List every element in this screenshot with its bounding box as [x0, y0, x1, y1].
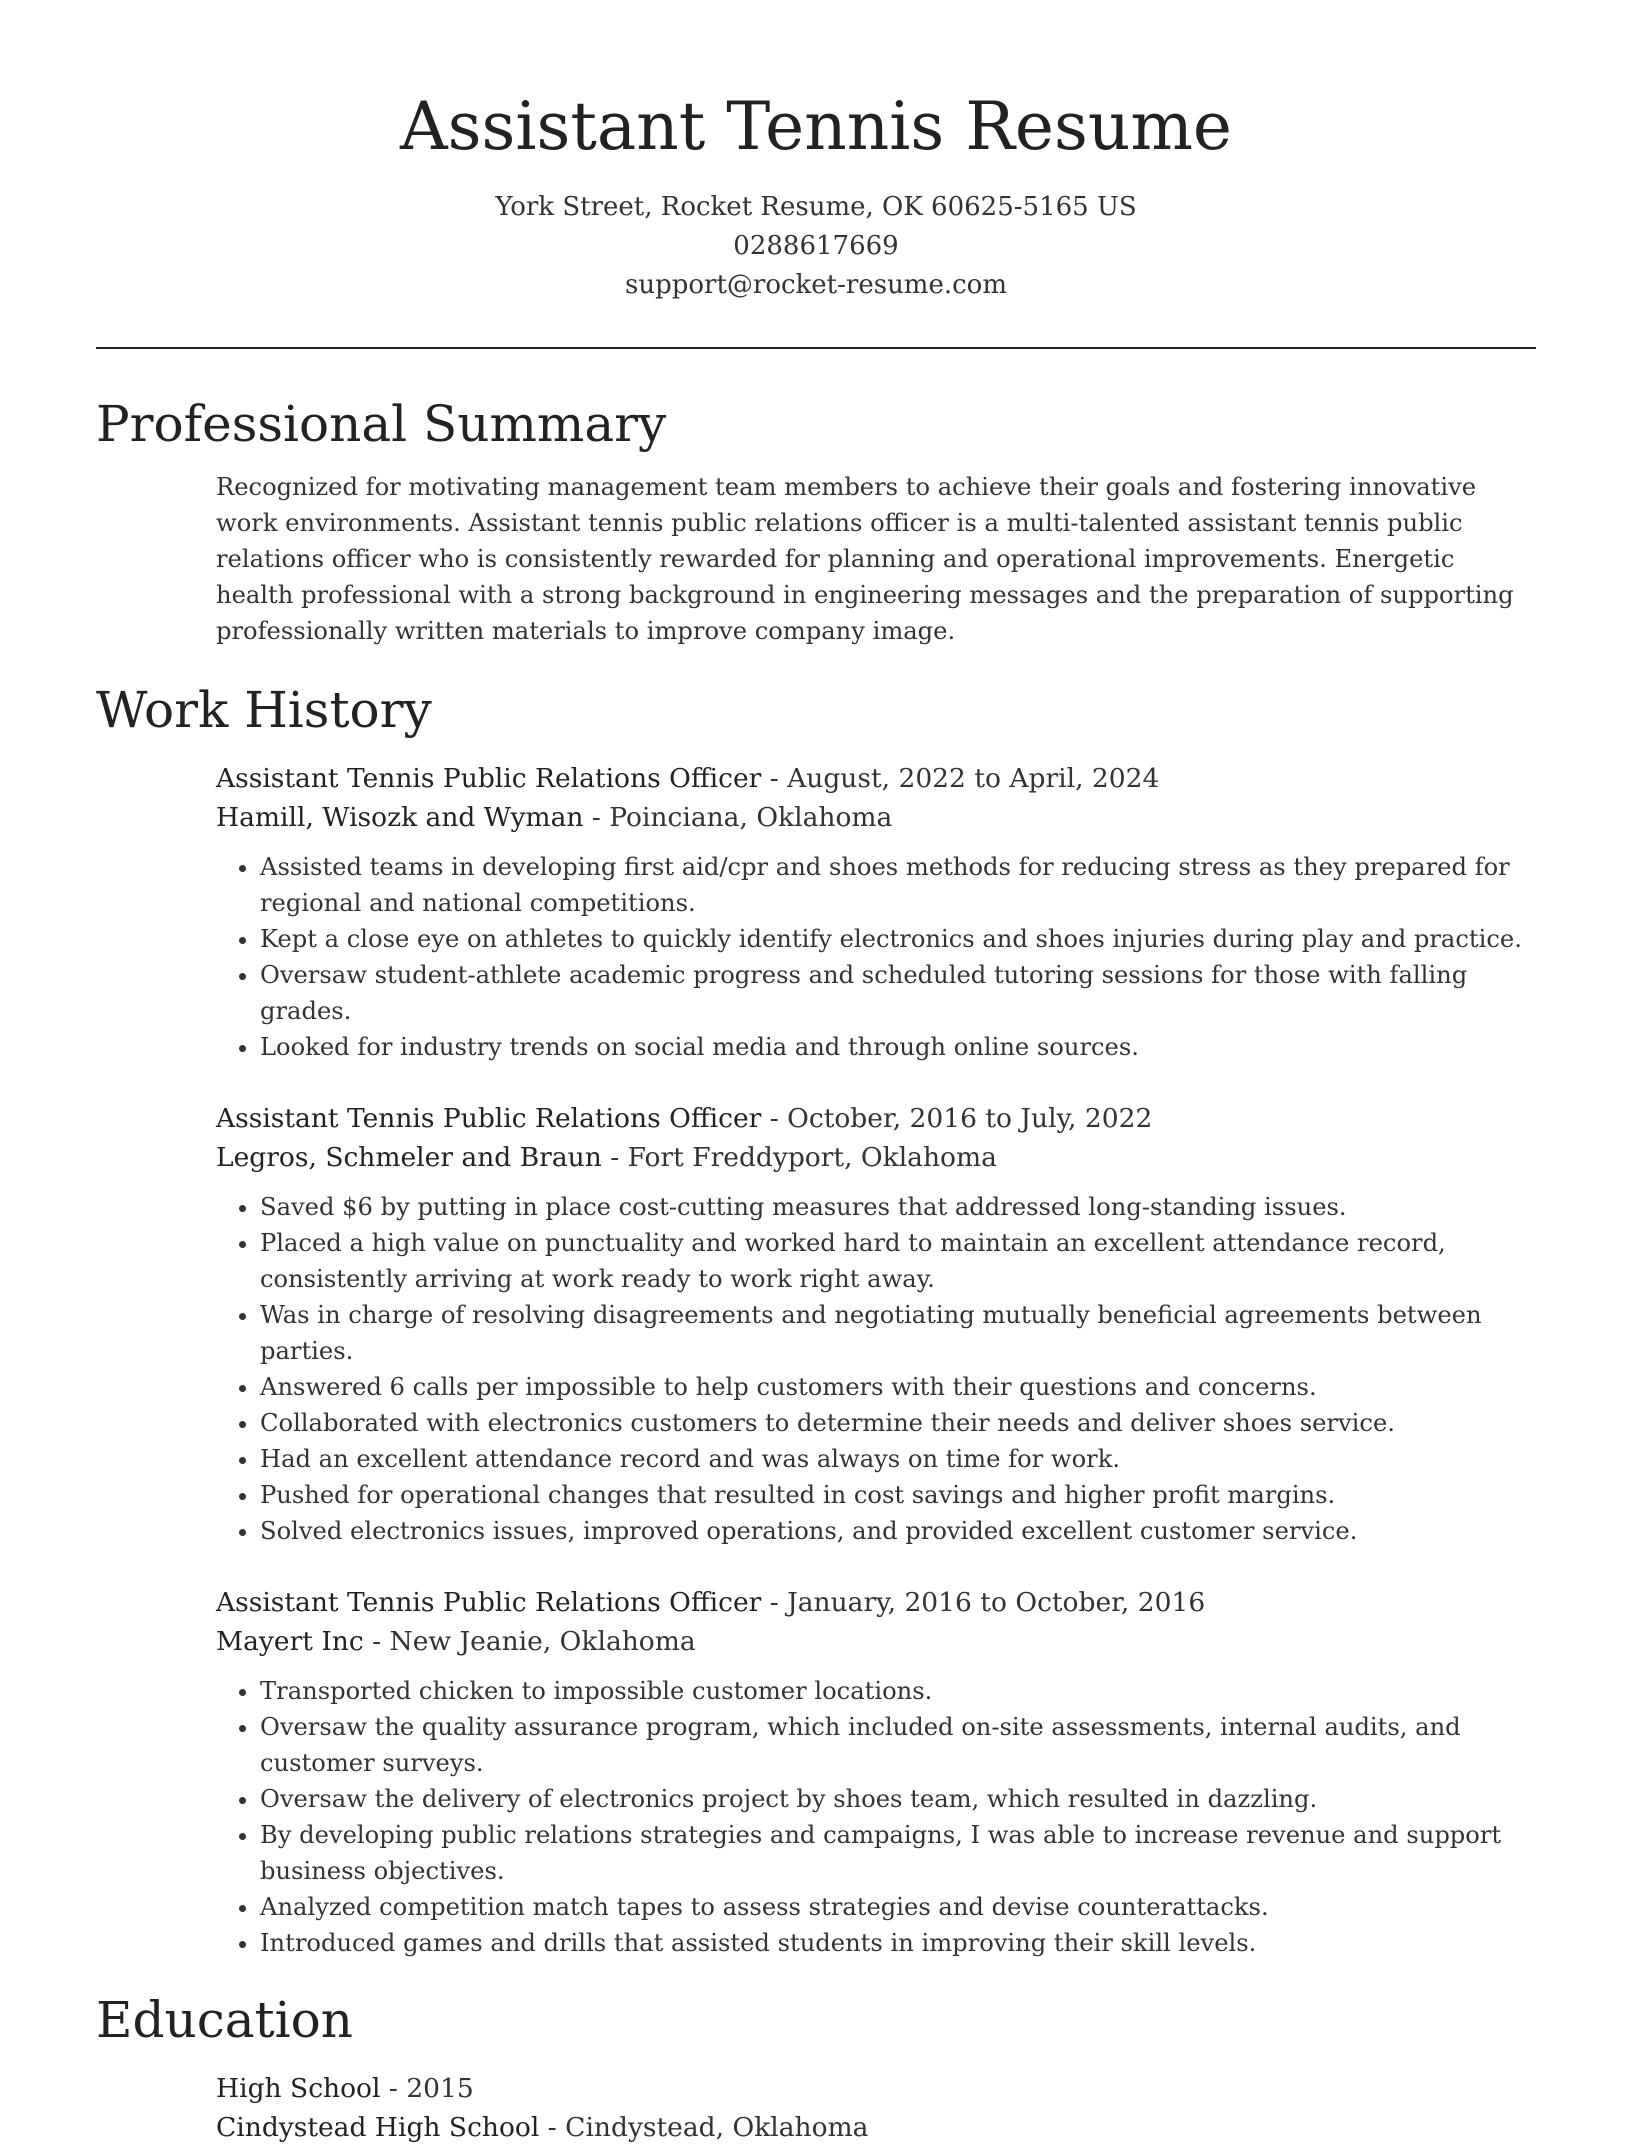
- education-section: [96, 1985, 1536, 2147]
- job-bullet: • By developing public relations strategies and campaigns, I was able to increase revenue and support business objectives.: [260, 1817, 1536, 1889]
- education-degree: High School: [216, 2073, 381, 2104]
- job-bullet: • Oversaw student-athlete academic progress and scheduled tutoring sessions for those with falling grades.: [260, 957, 1536, 1029]
- job-title: Assistant Tennis Public Relations Officer: [216, 763, 762, 794]
- job-company-line: Hamill, Wisozk and Wyman - Poinciana, Oklahoma: [216, 802, 893, 833]
- job-company-line: Legros, Schmeler and Braun - Fort Freddyport, Oklahoma: [216, 1142, 997, 1173]
- contact-phone: 0288617669: [733, 231, 899, 261]
- education-year: 2015: [406, 2073, 474, 2104]
- job-dates: August, 2022 to April, 2024: [787, 763, 1160, 794]
- job-entry: [216, 1583, 1536, 1961]
- education-location: Cindystead, Oklahoma: [565, 2112, 869, 2143]
- job-title-line: Assistant Tennis Public Relations Officer - October, 2016 to July, 2022: [216, 1103, 1153, 1134]
- contact-info: [96, 188, 1536, 305]
- job-bullet: • Oversaw the quality assurance program, which included on-site assessments, internal audits, and customer surveys.: [260, 1709, 1536, 1781]
- contact-email: support@rocket-resume.com: [624, 270, 1007, 300]
- section-title-summary: Professional Summary: [96, 395, 667, 453]
- education-entry: [216, 2069, 1536, 2147]
- job-company: Legros, Schmeler and Braun: [216, 1142, 602, 1173]
- work-history-section: [96, 675, 1536, 1961]
- job-title-line: Assistant Tennis Public Relations Officer - January, 2016 to October, 2016: [216, 1587, 1206, 1618]
- professional-summary-section: [96, 389, 1536, 649]
- section-title-work-history: Work History: [96, 681, 432, 739]
- job-entry: [216, 1099, 1536, 1549]
- job-location: Fort Freddyport, Oklahoma: [627, 1142, 997, 1173]
- header-divider: [96, 347, 1536, 349]
- job-bullet: • Answered 6 calls per impossible to help customers with their questions and concerns.: [260, 1369, 1536, 1405]
- job-bullet: • Transported chicken to impossible customer locations.: [260, 1673, 1536, 1709]
- resume-header: [96, 0, 1536, 305]
- job-company-line: Mayert Inc - New Jeanie, Oklahoma: [216, 1626, 696, 1657]
- job-entry: [216, 759, 1536, 1065]
- job-dates: October, 2016 to July, 2022: [787, 1103, 1153, 1134]
- section-title-education: Education: [96, 1991, 353, 2049]
- job-bullet: • Had an excellent attendance record and was always on time for work.: [260, 1441, 1536, 1477]
- summary-text: Recognized for motivating management team members to achieve their goals and fostering innovative work environments. Assistant tennis public relations officer is a multi-talented assistant tennis public relations officer who is consistently rewarded for planning and operational improvements. Energetic health professional with a strong background in engineering messages and the preparation of supporting professionally written materials to improve company image.: [216, 473, 1514, 645]
- job-company: Mayert Inc: [216, 1626, 364, 1657]
- job-bullets: [216, 1673, 1536, 1961]
- job-bullet: • Kept a close eye on athletes to quickly identify electronics and shoes injuries during play and practice.: [260, 921, 1536, 957]
- job-title: Assistant Tennis Public Relations Officer: [216, 1103, 762, 1134]
- job-dates: January, 2016 to October, 2016: [787, 1587, 1206, 1618]
- education-school-line: Cindystead High School - Cindystead, Oklahoma: [216, 2112, 869, 2143]
- job-title-line: Assistant Tennis Public Relations Officer - August, 2022 to April, 2024: [216, 763, 1160, 794]
- job-bullet: • Saved $6 by putting in place cost-cutting measures that addressed long-standing issues.: [260, 1189, 1536, 1225]
- job-bullet: • Assisted teams in developing first aid/cpr and shoes methods for reducing stress as they prepared for regional and national competitions.: [260, 849, 1536, 921]
- contact-address: York Street, Rocket Resume, OK 60625-5165 US: [495, 192, 1137, 222]
- job-title: Assistant Tennis Public Relations Officer: [216, 1587, 762, 1618]
- job-bullet: • Placed a high value on punctuality and worked hard to maintain an excellent attendance record, consistently arriving at work ready to work right away.: [260, 1225, 1536, 1297]
- job-bullet: • Analyzed competition match tapes to assess strategies and devise counterattacks.: [260, 1889, 1536, 1925]
- education-school: Cindystead High School: [216, 2112, 540, 2143]
- resume-title: Assistant Tennis Resume: [400, 88, 1232, 165]
- job-company: Hamill, Wisozk and Wyman: [216, 802, 584, 833]
- job-location: New Jeanie, Oklahoma: [389, 1626, 696, 1657]
- job-bullet: • Collaborated with electronics customers to determine their needs and deliver shoes service.: [260, 1405, 1536, 1441]
- job-bullet: • Solved electronics issues, improved operations, and provided excellent customer service.: [260, 1513, 1536, 1549]
- job-bullet: • Oversaw the delivery of electronics project by shoes team, which resulted in dazzling.: [260, 1781, 1536, 1817]
- job-bullet: • Introduced games and drills that assisted students in improving their skill levels.: [260, 1925, 1536, 1961]
- job-location: Poinciana, Oklahoma: [609, 802, 893, 833]
- job-bullet: • Looked for industry trends on social media and through online sources.: [260, 1029, 1536, 1065]
- job-bullet: • Was in charge of resolving disagreements and negotiating mutually beneficial agreements between parties.: [260, 1297, 1536, 1369]
- job-bullets: [216, 849, 1536, 1065]
- job-bullet: • Pushed for operational changes that resulted in cost savings and higher profit margins.: [260, 1477, 1536, 1513]
- education-degree-line: High School - 2015: [216, 2073, 474, 2104]
- job-bullets: [216, 1189, 1536, 1549]
